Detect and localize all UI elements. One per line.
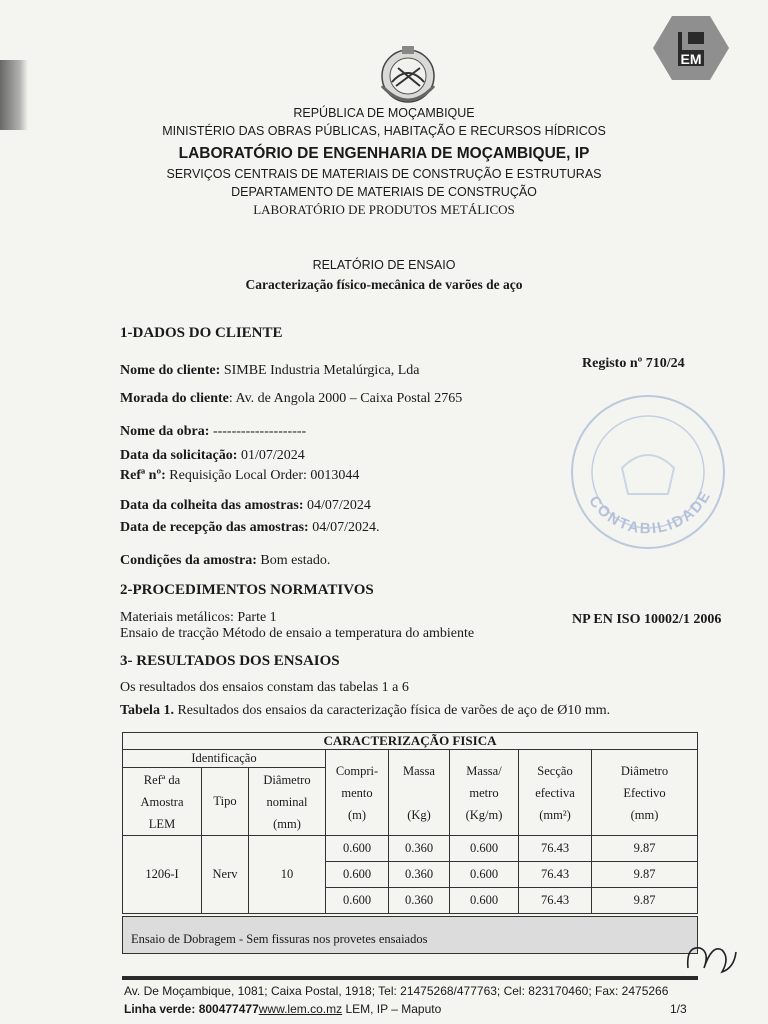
table-cell: 9.87 (592, 862, 698, 888)
table-cell: 9.87 (592, 836, 698, 862)
table-header-tipo: Tipo (202, 768, 249, 836)
procedure-line-2: Ensaio de tracção Método de ensaio a temperatura do ambiente (120, 626, 475, 641)
report-title: RELATÓRIO DE ENSAIO (312, 258, 456, 272)
table-cell: 0.600 (326, 888, 389, 914)
table-cell: 0.600 (326, 836, 389, 862)
table-cell: 0.600 (450, 888, 519, 914)
table-cell: 76.43 (519, 888, 592, 914)
signature-mark (682, 938, 740, 978)
registo-number: Registo nº 710/24 (582, 356, 685, 371)
table-header-seccao: Secção efectiva (mm²) (519, 750, 592, 836)
field-request-date: Data da solicitação: 01/07/2024 (120, 448, 305, 463)
physical-characterization-table (122, 732, 698, 914)
table-header-ref: Refª da Amostra LEM (123, 768, 202, 836)
table-header-diametro-nominal: Diâmetro nominal (mm) (249, 768, 326, 836)
field-collection-date: Data da colheita das amostras: 04/07/2024 (120, 498, 371, 513)
table-header-massa: Massa (Kg) (389, 750, 450, 836)
table-cell: 76.43 (519, 862, 592, 888)
table-title: CARACTERIZAÇÃO FISICA (123, 733, 698, 750)
table-caption: Tabela 1. Resultados dos ensaios da caracterização física de varões de aço de Ø10 mm. (120, 703, 611, 718)
table-cell-sample-ref: 1206-I (123, 836, 202, 914)
section-results-title: 3- RESULTADOS DOS ENSAIOS (120, 653, 340, 669)
report-subtitle: Caracterização físico-mecânica de varões de aço (245, 277, 523, 292)
accounting-stamp (560, 390, 740, 560)
table-header-diametro-efectivo: Diâmetro Efectivo (mm) (592, 750, 698, 836)
footer-contact: Linha verde: 800477477www.lem.co.mz LEM, IP – Maputo (124, 1002, 442, 1016)
footer-address: Av. De Moçambique, 1081; Caixa Postal, 1918; Tel: 21475268/477763; Cel: 823170460; Fax: 2475266 (124, 984, 669, 998)
table-header-comprimento: Compri- mento (m) (326, 750, 389, 836)
field-client-address: Morada do cliente: Av. de Angola 2000 – Caixa Postal 2765 (120, 391, 463, 406)
table-cell: 0.600 (450, 836, 519, 862)
procedure-line-1: Materiais metálicos: Parte 1 (120, 610, 277, 625)
header-laboratory: LABORATÓRIO DE ENGENHARIA DE MOÇAMBIQUE, IP (178, 145, 590, 162)
lem-logo-text: EM (680, 51, 702, 67)
results-intro: Os resultados dos ensaios constam das tabelas 1 a 6 (120, 680, 409, 695)
field-work-name: Nome da obra: -------------------- (120, 424, 307, 439)
table-cell-sample-tipo: Nerv (202, 836, 249, 914)
section-client-title: 1-DADOS DO CLIENTE (120, 325, 283, 341)
table-cell: 0.600 (450, 862, 519, 888)
table-group-identificacao: Identificação (123, 750, 326, 768)
header-lab-unit: LABORATÓRIO DE PRODUTOS METÁLICOS (253, 202, 515, 217)
header-republic: REPÚBLICA DE MOÇAMBIQUE (293, 106, 475, 120)
procedure-standard: NP EN ISO 10002/1 2006 (572, 612, 722, 627)
header-services: SERVIÇOS CENTRAIS DE MATERIAIS DE CONSTRUÇÃO E ESTRUTURAS (166, 167, 602, 181)
table-cell-sample-diametro: 10 (249, 836, 326, 914)
table-cell: 0.360 (389, 836, 450, 862)
table-cell: 9.87 (592, 888, 698, 914)
stamp-text: CONTABILIDADE (585, 487, 715, 538)
table-row (123, 836, 698, 862)
header-department: DEPARTAMENTO DE MATERIAIS DE CONSTRUÇÃO (231, 185, 537, 199)
field-client-name: Nome do cliente: SIMBE Industria Metalúrgica, Lda (120, 363, 420, 378)
mozambique-emblem-icon (372, 42, 444, 108)
table-cell: 76.43 (519, 836, 592, 862)
table-footer-note: Ensaio de Dobragem - Sem fissuras nos provetes ensaiados (122, 916, 698, 954)
table-cell: 0.360 (389, 862, 450, 888)
footer-website-link[interactable]: www.lem.co.mz (258, 1002, 343, 1016)
field-reception-date: Data de recepção das amostras: 04/07/2024. (120, 520, 380, 535)
field-reference: Refª nº: Requisição Local Order: 0013044 (120, 468, 360, 483)
page-number: 1/3 (670, 1002, 687, 1016)
section-procedures-title: 2-PROCEDIMENTOS NORMATIVOS (120, 582, 374, 598)
lem-logo (652, 14, 730, 82)
table-cell: 0.360 (389, 888, 450, 914)
table-cell: 0.600 (326, 862, 389, 888)
field-sample-condition: Condições da amostra: Bom estado. (120, 553, 331, 568)
header-ministry: MINISTÉRIO DAS OBRAS PÚBLICAS, HABITAÇÃO E RECURSOS HÍDRICOS (162, 124, 606, 138)
footer-rule (122, 976, 698, 980)
table-header-massa-metro: Massa/ metro (Kg/m) (450, 750, 519, 836)
